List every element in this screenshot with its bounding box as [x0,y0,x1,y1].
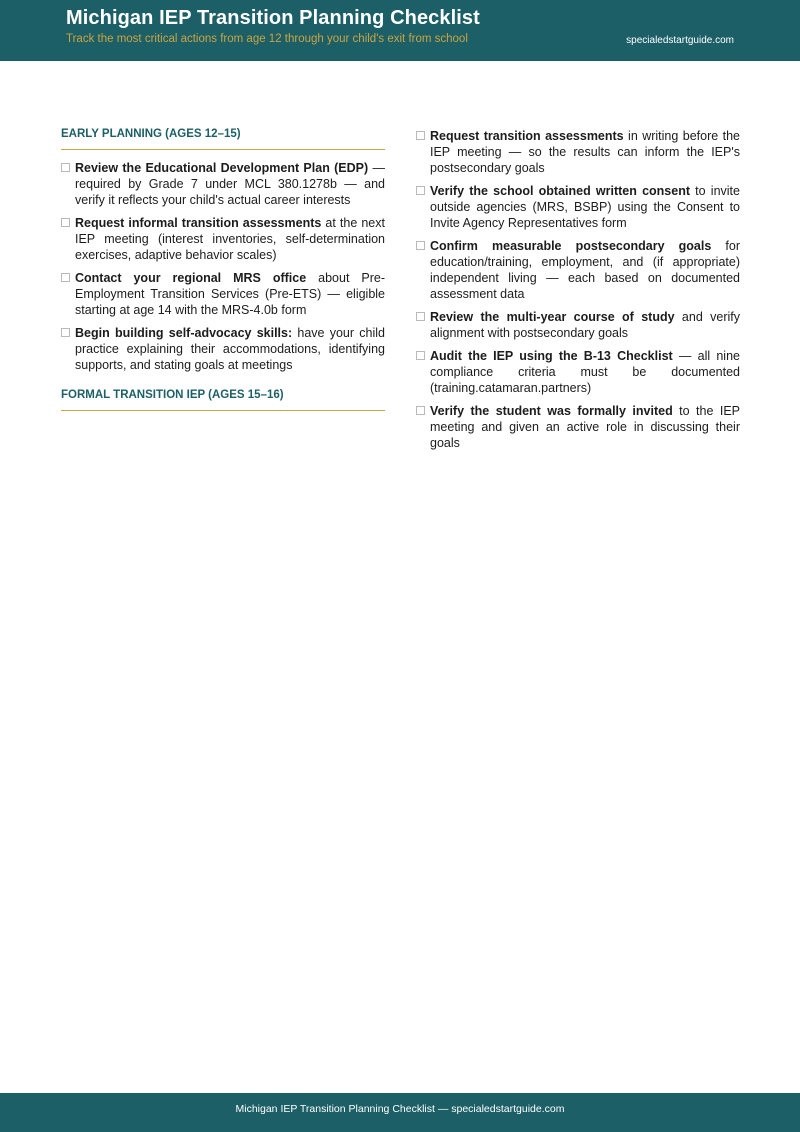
checklist-item-text [430,309,740,341]
section-title-formal-transition-iep: FORMAL TRANSITION IEP (AGES 15–16) [61,389,385,411]
checkbox[interactable] [416,186,425,195]
checkbox[interactable] [416,351,425,360]
checklist-item [61,270,385,318]
checklist-item-text [75,325,385,373]
checklist-item [416,309,740,341]
checklist-item-detail: — required by Grade 7 under MCL 380.1278b — and verify it reflects your child's actual career interests [75,161,385,207]
checklist-item-detail: have your child practice explaining their accommodations, identifying supports, and stating goals at meetings [75,326,385,372]
checklist-item-heading: Contact your regional MRS office [75,271,307,285]
checkbox[interactable] [416,406,425,415]
checkbox[interactable] [61,273,70,282]
checklist-item-text [75,215,385,263]
checklist-item-detail: for education/training, employment, and (if appropriate) independent living — each based on documented assessment data [430,239,740,301]
checklist-item-text [75,160,385,208]
checklist-item-text [430,348,740,396]
checklist-item-heading: Request transition assessments [430,129,624,143]
footer-text: Michigan IEP Transition Planning Checklist — specialedstartguide.com [235,1103,565,1115]
page-header [0,0,800,61]
right-column [416,128,740,458]
checklist-item [61,160,385,208]
checklist-item-text [430,183,740,231]
checklist-item-heading: Verify the student was formally invited [430,404,673,418]
checklist-item-detail: to invite outside agencies (MRS, BSBP) using the Consent to Invite Agency Representatives form [430,184,740,230]
checkbox[interactable] [61,328,70,337]
checklist-item [61,215,385,263]
checkbox[interactable] [416,241,425,250]
checkbox[interactable] [61,163,70,172]
checklist-item-heading: Confirm measurable postsecondary goals [430,239,712,253]
checklist-item-detail: to the IEP meeting and given an active role in discussing their goals [430,404,740,450]
checklist-item [416,238,740,302]
left-column [61,128,385,411]
page-title: Michigan IEP Transition Planning Checklist [66,7,480,29]
checkbox[interactable] [416,312,425,321]
checklist-item-text [75,270,385,318]
checklist-item-text [430,403,740,451]
checklist-item-heading: Begin building self-advocacy skills: [75,326,293,340]
checkbox[interactable] [61,218,70,227]
checklist-item [61,325,385,373]
checklist-item-text [430,128,740,176]
checklist-item [416,183,740,231]
section-title-early-planning: EARLY PLANNING (AGES 12–15) [61,128,385,150]
page-subtitle: Track the most critical actions from age 12 through your child's exit from school [66,33,468,45]
checklist-item-heading: Audit the IEP using the B-13 Checklist [430,349,673,363]
checkbox[interactable] [416,131,425,140]
site-name: specialedstartguide.com [626,35,734,46]
checklist-item-heading: Review the multi-year course of study [430,310,675,324]
page-footer [0,1093,800,1132]
checklist-item-detail: at the next IEP meeting (interest inventories, self-determination exercises, adaptive behavior scales) [75,216,385,262]
checklist-item-heading: Review the Educational Development Plan (EDP) [75,161,369,175]
checklist-item-detail: — all nine compliance criteria must be documented (training.catamaran.partners) [430,349,740,395]
checklist-item-heading: Request informal transition assessments [75,216,322,230]
early-planning-checklist [61,160,385,373]
checklist-item-detail: and verify alignment with postsecondary goals [430,310,741,340]
checklist-item [416,128,740,176]
checklist-item-detail: in writing before the IEP meeting — so the results can inform the IEP's postsecondary goals [430,129,740,175]
checklist-item-heading: Verify the school obtained written consent [430,184,690,198]
checklist-item-detail: about Pre-Employment Transition Services (Pre-ETS) — eligible starting at age 14 with the MRS-4.0b form [75,271,385,317]
checklist-item [416,348,740,396]
checklist-item [416,403,740,451]
checklist-item-text [430,238,740,302]
formal-transition-checklist [416,128,740,451]
